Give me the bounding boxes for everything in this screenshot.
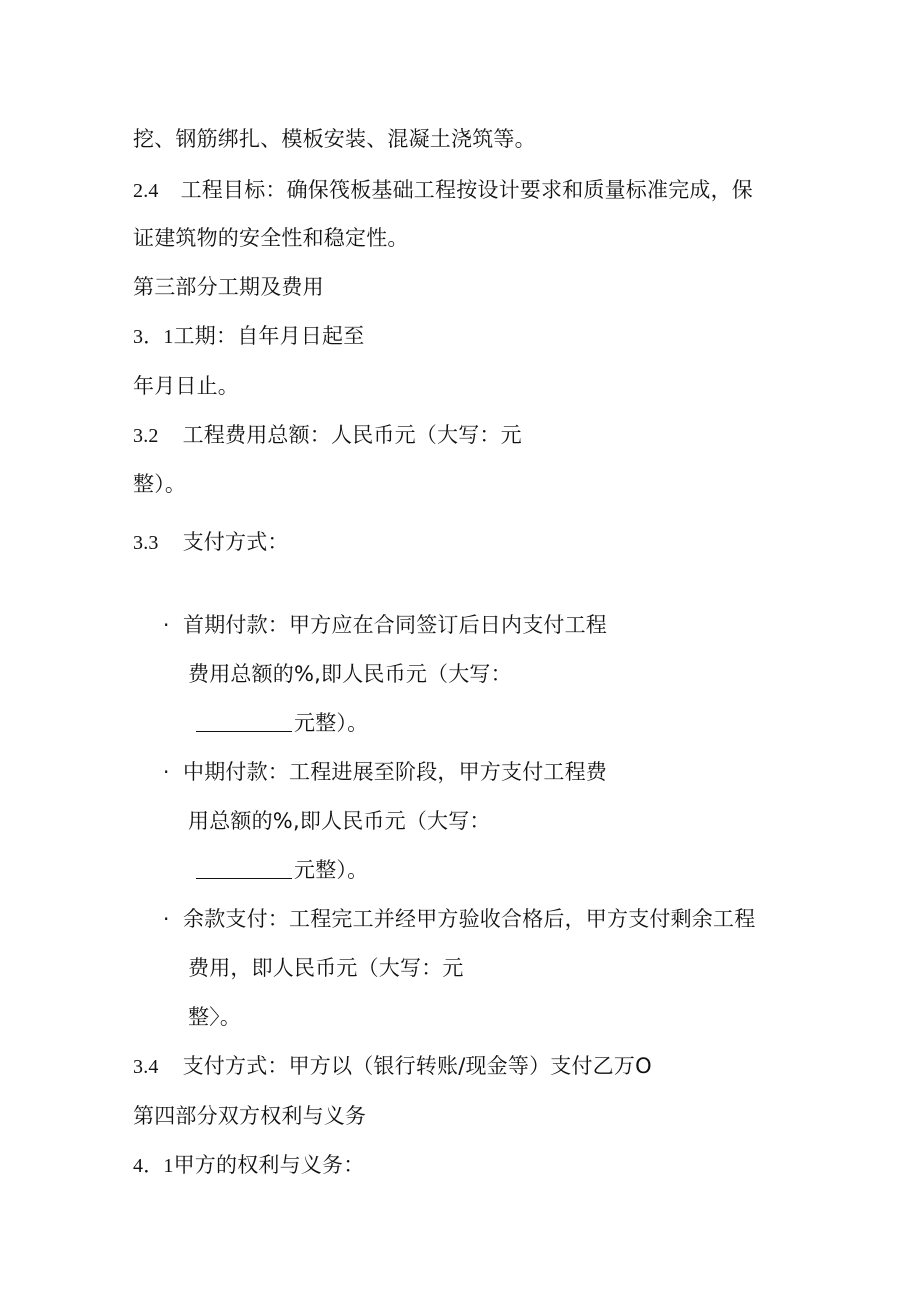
text-line <box>188 1003 241 1031</box>
line-text: 年月日止。 <box>133 374 239 398</box>
text-line <box>133 470 186 498</box>
line-text: 整）。 <box>133 472 187 496</box>
text-line <box>133 372 239 400</box>
clause-text: 支付方式：甲方以（银行转账/现金等）支付乙万O <box>182 1054 652 1078</box>
clause-4-1 <box>133 1151 364 1180</box>
clause-3-4 <box>133 1052 652 1081</box>
line-text: 整〉。 <box>188 1005 242 1029</box>
clause-text: 工程目标：确保筏板基础工程按设计要求和质量标准完成，保 <box>180 178 754 202</box>
text-line <box>188 807 491 835</box>
line-text: 挖、钢筋绑扎、模板安装、混凝土浇筑等。 <box>133 127 536 151</box>
line-text: 证建筑物的安全性和稳定性。 <box>133 226 409 250</box>
payment-item-balance <box>163 905 755 933</box>
item-text: 余款支付：工程完工并经甲方验收合格后，甲方支付剩余工程 <box>183 907 756 931</box>
section-title: 第四部分双方权利与义务 <box>133 1104 367 1128</box>
text-line-with-blank <box>196 709 368 737</box>
clause-text: 工期：自年月日起至 <box>173 324 365 348</box>
clause-number: 3.3 <box>133 532 159 554</box>
fill-in-blank <box>196 711 292 732</box>
text-line <box>133 224 409 252</box>
item-text: 首期付款：甲方应在合同签订后日内支付工程 <box>183 613 607 637</box>
clause-text: 支付方式： <box>182 530 289 554</box>
clause-number: 3.2 <box>133 425 159 447</box>
clause-3-1 <box>133 322 364 351</box>
clause-number: 3．1 <box>133 326 174 348</box>
line-text: 元整）。 <box>294 711 369 735</box>
text-line <box>133 125 536 153</box>
line-text: 用总额的%,即人民币元（大写： <box>188 809 491 833</box>
clause-2-4 <box>133 176 753 205</box>
clause-number: 4．1 <box>133 1155 174 1177</box>
bullet-icon: · <box>163 907 170 931</box>
clause-3-2 <box>133 421 522 450</box>
line-text: 费用，即人民币元（大写：元 <box>188 956 464 980</box>
clause-text: 工程费用总额：人民币元（大写：元 <box>182 423 522 447</box>
bullet-icon: · <box>163 760 170 784</box>
clause-number: 3.4 <box>133 1056 159 1078</box>
fill-in-blank <box>196 858 292 879</box>
clause-3-3 <box>133 528 289 557</box>
line-text: 元整）。 <box>294 858 369 882</box>
bullet-icon: · <box>163 613 170 637</box>
text-line <box>188 954 464 982</box>
line-text: 费用总额的%,即人民币元（大写： <box>188 662 512 686</box>
payment-item-first <box>163 611 607 639</box>
section-heading-4 <box>133 1102 366 1130</box>
item-text: 中期付款：工程进展至阶段，甲方支付工程费 <box>183 760 607 784</box>
payment-item-middle <box>163 758 607 786</box>
text-line <box>188 660 512 688</box>
clause-text: 甲方的权利与义务： <box>173 1153 365 1177</box>
section-title: 第三部分工期及费用 <box>133 275 324 299</box>
section-heading-3 <box>133 273 324 301</box>
clause-number: 2.4 <box>133 180 159 202</box>
text-line-with-blank <box>196 856 368 884</box>
